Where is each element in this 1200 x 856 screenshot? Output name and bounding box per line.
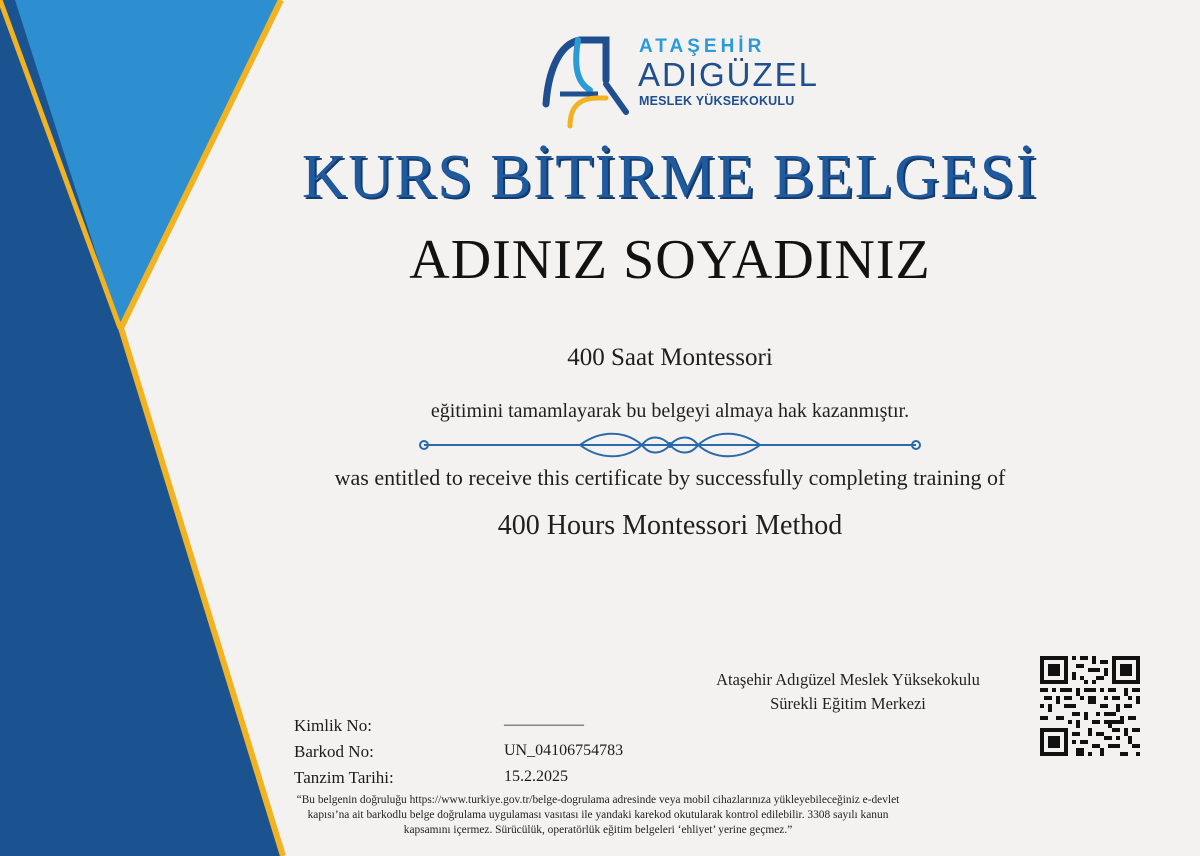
flourish-divider-icon (410, 432, 930, 458)
info-label: Kimlik No: (294, 716, 372, 735)
issuer-line-2: Sürekli Eğitim Merkezi (770, 694, 926, 713)
logo-line-2: ADIGÜZEL (638, 56, 820, 93)
issuer-block (668, 668, 1028, 716)
course-name-en: 400 Hours Montessori Method (497, 510, 843, 541)
recipient-name: ADINIZ SOYADINIZ (409, 229, 931, 291)
atasehir-adiguzel-logo-icon (540, 34, 640, 130)
qr-code-icon (1040, 656, 1140, 756)
logo-line-1: ATAŞEHİR (639, 36, 766, 57)
info-value: 15.2.2025 (504, 768, 568, 785)
description-tr: eğitimini tamamlayarak bu belgeyi almaya hak kazanmıştır. (430, 400, 910, 422)
school-logo (540, 34, 820, 130)
logo-wordmark (636, 34, 820, 130)
issuer-line-1: Ataşehir Adıgüzel Meslek Yüksekokulu (716, 670, 980, 689)
course-name-tr: 400 Saat Montessori (567, 344, 773, 371)
info-label: Tanzim Tarihi: (294, 768, 394, 787)
description-en: was entitled to receive this certificate by successfully completing training of (334, 465, 1006, 490)
logo-line-3: MESLEK YÜKSEKOKULU (639, 94, 795, 108)
info-label: Barkod No: (294, 742, 374, 761)
verification-footnote: “Bu belgenin doğruluğu https://www.turkiye.gov.tr/belge-dogrulama adresinde veya mobil cihazlarınıza yükleyebileceğiniz e-devlet kapısı’na ait barkodlu belge doğrulama uygulaması vasıtası ile yandaki karekod okutularak kontrol edilebilir. 3308 sayılı kanun kapsamını içermez. Sürücülük, operatörlük eğitim belgeleri ‘ehliyet’ yerine geçmez.” (296, 794, 900, 836)
info-value: UN_04106754783 (504, 742, 624, 759)
info-value: ————— (504, 716, 584, 733)
certificate-title: KURS BİTİRME BELGESİ (301, 143, 1039, 211)
